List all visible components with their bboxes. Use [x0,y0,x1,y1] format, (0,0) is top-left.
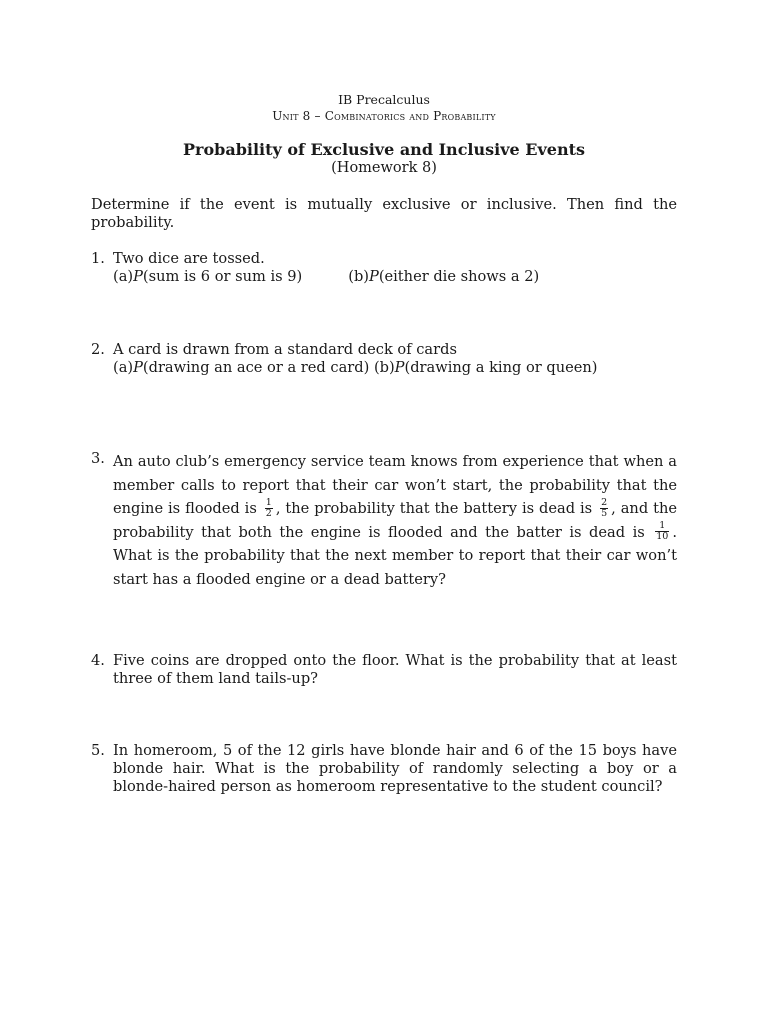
question-text-part: An auto club’s emergency service team knows from experience that when a member calls to report that their car won’t start, the probability that the engine is flooded is [113,453,677,517]
probability-symbol: P [133,359,143,376]
part-text: (drawing a king or queen) [404,359,598,376]
question-text-part: , the probability that the battery is dead is [275,500,593,517]
question-4 [91,652,677,688]
probability-symbol: P [133,268,143,285]
denominator: 5 [601,507,608,519]
question-2 [91,341,677,377]
question-1 [91,250,677,286]
denominator: 10 [656,531,669,542]
question-number: 3. [91,450,105,467]
question-text: A card is drawn from a standard deck of cards [113,341,457,358]
part-label: (a) [113,268,134,285]
fraction [265,498,273,519]
instructions: Determine if the event is mutually exclusive or inclusive. Then find the probability. [91,196,677,231]
question-number: 1. [91,250,105,267]
part-text: (sum is 6 or sum is 9) [142,268,303,285]
fraction [600,498,608,519]
part-text: (either die shows a 2) [378,268,540,285]
fraction [655,521,669,542]
question-3 [91,450,677,591]
question-text [113,450,677,591]
question-text-part: . What is the probability that the next member to report that their car won’t start has a flooded engine or a dead battery? [113,523,677,588]
question-text: Five coins are dropped onto the floor. What is the probability that at least three of them land tails-up? [113,652,677,687]
worksheet-subtitle: (Homework 8) [331,160,437,176]
numerator: 1 [265,496,272,508]
question-text: In homeroom, 5 of the 12 girls have blonde hair and 6 of the 15 boys have blonde hair. What is the probability of randomly selecting a boy or a blonde-haired person as homeroom representative to the student council? [113,742,677,795]
question-number: 2. [91,341,105,358]
question-number: 4. [91,652,105,669]
numerator: 1 [655,521,669,532]
numerator: 2 [601,496,608,508]
part-label: (b) [373,359,395,376]
denominator: 2 [265,507,272,519]
question-number: 5. [91,742,105,759]
part-text: (drawing an ace or a red card) [142,359,370,376]
question-text-part: , and the probability that both the engine is flooded and the batter is dead is [113,500,677,541]
unit-title: Unit 8 – Combinatorics and Probability [272,109,496,123]
worksheet-title: Probability of Exclusive and Inclusive Events [183,140,585,159]
part-label: (b) [348,268,369,285]
question-parts [113,268,677,286]
course-name: IB Precalculus [338,92,430,107]
question-text: Two dice are tossed. [113,250,265,267]
question-5 [91,742,677,796]
probability-symbol: P [368,268,379,285]
question-parts [113,359,677,377]
probability-symbol: P [394,359,405,376]
part-label: (a) [113,359,134,376]
